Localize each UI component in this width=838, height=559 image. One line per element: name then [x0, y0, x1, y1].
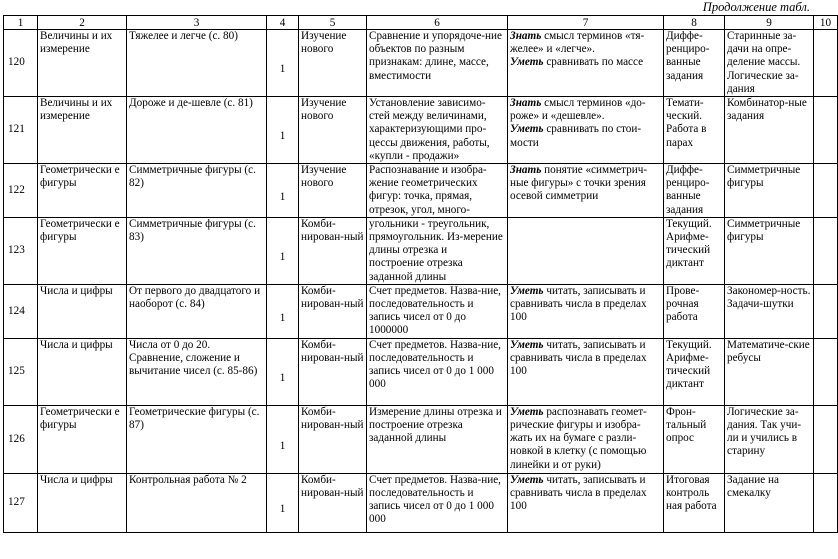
- extra-cell: [725, 217, 814, 284]
- requirement-keyword: Уметь: [510, 56, 544, 69]
- requirements-cell: [508, 97, 664, 164]
- note-cell: [814, 473, 838, 532]
- content-text: Счет предметов. Назва-ние, последовательность и запись чисел от 0 до 1 000 000: [369, 338, 501, 391]
- hours-cell: [267, 284, 299, 338]
- topic-text: Симметричные фигуры (с. 83): [129, 217, 256, 244]
- extra-text: Симметричные фигуры: [727, 217, 801, 244]
- lesson-number: 120: [8, 56, 25, 69]
- section-cell: [38, 284, 127, 338]
- hours-value: 1: [279, 311, 286, 324]
- lesson-type-cell: [299, 97, 367, 164]
- requirement-text: читать, записывать и сравнивать числа в пределах 100: [510, 338, 647, 378]
- topic-cell: [127, 30, 267, 97]
- section-cell: [38, 164, 127, 218]
- note-cell: [814, 164, 838, 218]
- column-number: 3: [127, 16, 267, 30]
- topic-text: От первого до двадцатого и наоборот (с. 84): [129, 284, 261, 311]
- column-number: 10: [814, 16, 838, 30]
- section-cell: [38, 30, 127, 97]
- hours-value: 1: [279, 251, 286, 264]
- content-text: Установление зависимо-стей между величинами, характеризующими про-цессы движения, работы, «купли - продажи»: [369, 97, 490, 162]
- content-cell: [367, 217, 508, 284]
- lesson-number-cell: [4, 405, 38, 473]
- content-text: Измерение длины отрезка и построение отрезка заданной длины: [369, 405, 502, 445]
- requirement-text: сравнивать по стои-мости: [510, 123, 642, 149]
- content-cell: [367, 338, 508, 405]
- lesson-number-cell: [4, 97, 38, 164]
- lesson-number-cell: [4, 338, 38, 405]
- lesson-type-cell: [299, 284, 367, 338]
- topic-text: Геометрические фигуры (с. 87): [129, 405, 260, 432]
- lesson-type-cell: [299, 217, 367, 284]
- topic-cell: [127, 405, 267, 473]
- lesson-type-text: Комби-нирован-ный: [301, 473, 364, 500]
- requirement-keyword: Уметь: [510, 405, 544, 418]
- hours-value: 1: [279, 190, 286, 203]
- section-text: Числа и цифры: [40, 473, 113, 486]
- note-cell: [814, 97, 838, 164]
- hours-value: 1: [279, 439, 286, 452]
- lesson-type-cell: [299, 405, 367, 473]
- extra-cell: [725, 405, 814, 473]
- section-text: Величины и их измерение: [40, 30, 113, 56]
- content-cell: [367, 284, 508, 338]
- control-text: Прове-рочная работа: [666, 284, 700, 324]
- lesson-type-text: Комби-нирован-ный: [301, 405, 364, 432]
- control-cell: [664, 405, 725, 473]
- content-cell: [367, 97, 508, 164]
- section-text: Величины и их измерение: [40, 97, 113, 123]
- column-number: 1: [4, 16, 38, 30]
- extra-cell: [725, 30, 814, 97]
- table-row: [4, 97, 838, 164]
- hours-cell: [267, 30, 299, 97]
- hours-value: 1: [279, 372, 286, 385]
- table-row: [4, 405, 838, 473]
- section-cell: [38, 405, 127, 473]
- table-row: [4, 338, 838, 405]
- topic-cell: [127, 338, 267, 405]
- lesson-number: 126: [8, 432, 25, 445]
- control-text: Итоговая контроль ная работа: [666, 473, 717, 513]
- requirements-cell: [508, 473, 664, 532]
- lesson-number: 124: [8, 304, 25, 317]
- content-text: Счет предметов. Назва-ние, последовательность и запись чисел от 0 до 1 000 000: [369, 473, 501, 526]
- extra-text: Математиче-ские ребусы: [727, 338, 810, 365]
- topic-text: Контрольная работа № 2: [129, 473, 247, 486]
- column-number: 8: [664, 16, 725, 30]
- requirement-text: читать, записывать и сравнивать числа в пределах 100: [510, 284, 647, 324]
- table-row: [4, 164, 838, 218]
- requirement-text: сравнивать по массе: [543, 56, 644, 69]
- extra-cell: [725, 338, 814, 405]
- column-number-row: [4, 16, 838, 30]
- table-continuation-caption: Продолжение табл.: [702, 0, 810, 14]
- table-row: [4, 473, 838, 532]
- hours-value: 1: [279, 503, 286, 516]
- topic-text: Числа от 0 до 20. Сравнение, сложение и вычитание чисел (с. 85-86): [129, 338, 258, 378]
- content-text: угольники - треугольник, прямоугольник. Из-мерение длины отрезка и построение отрезка заданной длины: [369, 217, 503, 283]
- table-row: [4, 284, 838, 338]
- lesson-type-text: Изучение нового: [301, 164, 347, 190]
- topic-cell: [127, 97, 267, 164]
- requirement-text: смысл терминов «тя-желее» и «легче».: [510, 30, 645, 56]
- section-text: Геометрически е фигуры: [40, 405, 120, 432]
- lesson-number: 121: [8, 123, 25, 136]
- topic-cell: [127, 217, 267, 284]
- requirements-cell: [508, 338, 664, 405]
- requirements-cell: [508, 164, 664, 218]
- extra-text: Симметричные фигуры: [727, 164, 801, 190]
- topic-cell: [127, 473, 267, 532]
- requirement-keyword: Знать: [510, 30, 542, 42]
- section-cell: [38, 217, 127, 284]
- requirements-cell: [508, 284, 664, 338]
- requirement-text: читать, записывать и сравнивать числа в пределах 100: [510, 473, 647, 513]
- column-number: 5: [299, 16, 367, 30]
- content-text: Сравнение и упорядоче-ние объектов по разным признакам: длине, массе, вместимости: [369, 30, 502, 82]
- topic-cell: [127, 164, 267, 218]
- content-text: Распознавание и изобра-жение геометрических фигур: точка, прямая, отрезок, угол, много-: [369, 164, 487, 216]
- section-cell: [38, 338, 127, 405]
- content-cell: [367, 30, 508, 97]
- control-cell: [664, 217, 725, 284]
- control-text: Фрон-тальный опрос: [666, 405, 707, 445]
- requirements-cell: [508, 405, 664, 473]
- note-cell: [814, 30, 838, 97]
- lesson-number: 125: [8, 365, 25, 378]
- extra-text: Логические за-дания. Так учи-ли и учились в старину: [727, 405, 802, 458]
- hours-cell: [267, 473, 299, 532]
- section-cell: [38, 473, 127, 532]
- requirements-cell: [508, 217, 664, 284]
- requirement-keyword: Знать: [510, 164, 542, 177]
- lesson-number-cell: [4, 473, 38, 532]
- control-cell: [664, 284, 725, 338]
- note-cell: [814, 405, 838, 473]
- note-cell: [814, 338, 838, 405]
- requirement-text: смысл терминов «до-роже» и «дешевле».: [510, 97, 646, 123]
- extra-cell: [725, 284, 814, 338]
- note-cell: [814, 284, 838, 338]
- lesson-number-cell: [4, 30, 38, 97]
- content-cell: [367, 164, 508, 218]
- extra-text: Закономер-ность. Задачи-шутки: [727, 284, 811, 311]
- section-text: Геометрически е фигуры: [40, 217, 120, 244]
- control-cell: [664, 97, 725, 164]
- lesson-type-text: Изучение нового: [301, 97, 347, 123]
- lesson-number: 122: [8, 183, 25, 196]
- requirement-keyword: Уметь: [510, 338, 544, 351]
- control-text: Диффе-ренциро-ванные задания: [666, 164, 710, 216]
- content-cell: [367, 405, 508, 473]
- hours-cell: [267, 338, 299, 405]
- content-cell: [367, 473, 508, 532]
- column-number: 9: [725, 16, 814, 30]
- hours-value: 1: [279, 130, 286, 143]
- control-cell: [664, 30, 725, 97]
- extra-text: Задание на смекалку: [727, 473, 779, 500]
- lesson-type-cell: [299, 338, 367, 405]
- requirement-keyword: Уметь: [510, 123, 544, 136]
- lesson-number: 127: [8, 496, 25, 509]
- section-cell: [38, 97, 127, 164]
- topic-text: Тяжелее и легче (с. 80): [129, 30, 238, 42]
- extra-text: Комбинатор-ные задания: [727, 97, 807, 123]
- column-number: 7: [508, 16, 664, 30]
- section-text: Числа и цифры: [40, 284, 113, 297]
- requirement-text: понятие «симметрич-ные фигуры» с точки зрения осевой симметрии: [510, 164, 648, 203]
- lesson-number-cell: [4, 284, 38, 338]
- hours-cell: [267, 217, 299, 284]
- hours-value: 1: [279, 63, 286, 76]
- requirement-keyword: Уметь: [510, 473, 544, 486]
- control-text: Текущий. Арифме-тический диктант: [666, 338, 712, 391]
- section-text: Геометрически е фигуры: [40, 164, 120, 190]
- extra-text: Старинные за-дачи на опре-деление массы. Логические за-дания: [727, 30, 801, 95]
- requirement-keyword: Уметь: [510, 284, 544, 297]
- control-cell: [664, 164, 725, 218]
- lesson-number: 123: [8, 244, 25, 257]
- hours-cell: [267, 164, 299, 218]
- lesson-number-cell: [4, 164, 38, 218]
- lesson-type-text: Изучение нового: [301, 30, 347, 56]
- lesson-type-cell: [299, 473, 367, 532]
- control-text: Диффе-ренциро-ванные задания: [666, 30, 710, 82]
- hours-cell: [267, 97, 299, 164]
- table-row: [4, 217, 838, 284]
- lesson-type-text: Комби-нирован-ный: [301, 284, 364, 311]
- control-cell: [664, 338, 725, 405]
- content-text: Счет предметов. Назва-ние, последовательность и запись чисел от 0 до 1000000: [369, 284, 501, 337]
- extra-cell: [725, 97, 814, 164]
- section-text: Числа и цифры: [40, 338, 113, 351]
- lesson-type-cell: [299, 30, 367, 97]
- topic-cell: [127, 284, 267, 338]
- topic-text: Симметричные фигуры (с. 82): [129, 164, 256, 190]
- extra-cell: [725, 473, 814, 532]
- lesson-number-cell: [4, 217, 38, 284]
- topic-text: Дороже и де-шевле (с. 81): [129, 97, 253, 110]
- table-row: [4, 30, 838, 97]
- column-number: 6: [367, 16, 508, 30]
- control-text: Темати-ческий. Работа в парах: [666, 97, 707, 149]
- control-cell: [664, 473, 725, 532]
- note-cell: [814, 217, 838, 284]
- lesson-plan-table: [3, 15, 838, 533]
- lesson-type-text: Комби-нирован-ный: [301, 338, 364, 365]
- requirements-cell: [508, 30, 664, 97]
- column-number: 2: [38, 16, 127, 30]
- extra-cell: [725, 164, 814, 218]
- lesson-type-text: Комби-нирован-ный: [301, 217, 364, 244]
- control-text: Текущий. Арифме-тический диктант: [666, 217, 712, 270]
- requirement-text: распознавать геомет-рические фигуры и изобра-жать их на бумаге с разли-новкой в клетку (с помощью линейки и от руки): [510, 405, 647, 471]
- hours-cell: [267, 405, 299, 473]
- lesson-type-cell: [299, 164, 367, 218]
- column-number: 4: [267, 16, 299, 30]
- requirement-keyword: Знать: [510, 97, 542, 110]
